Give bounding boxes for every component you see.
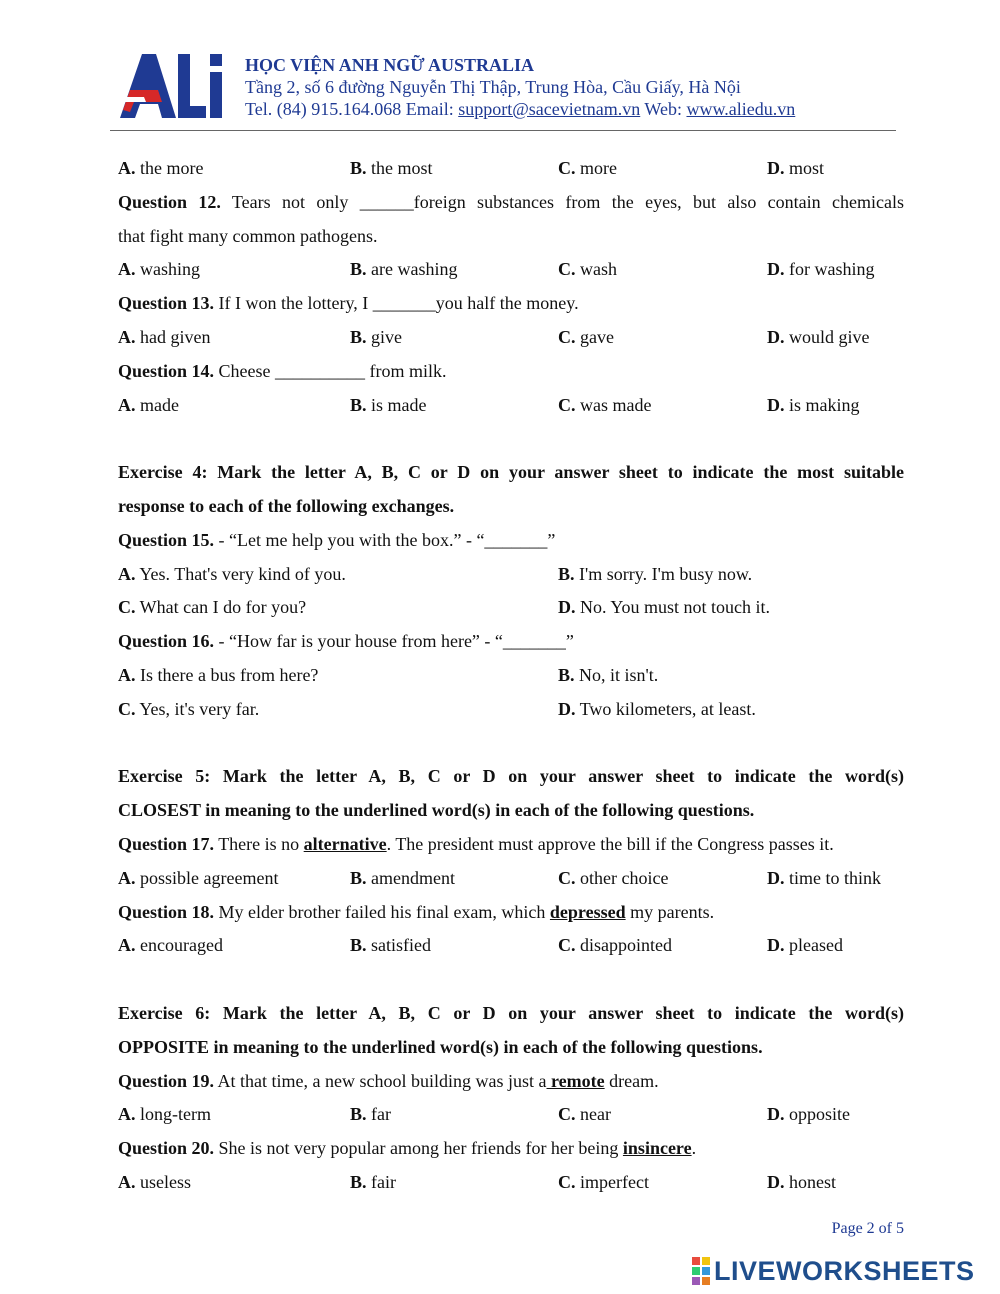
q16-options-row1: [118, 659, 904, 693]
q20-options: [118, 1166, 904, 1200]
option-b[interactable]: B. No, it isn't.: [558, 664, 659, 685]
option-a[interactable]: A. had given: [118, 326, 211, 347]
institute-address: Tầng 2, số 6 đường Nguyễn Thị Thập, Trung Hòa, Cầu Giấy, Hà Nội: [245, 77, 741, 97]
option-d[interactable]: D. Two kilometers, at least.: [558, 698, 756, 719]
q15-options-row1: [118, 558, 904, 592]
option-a[interactable]: A. long-term: [118, 1104, 211, 1125]
liveworksheets-text: LIVEWORKSHEETS: [714, 1255, 975, 1286]
q13-stem: Question 13. If I won the lottery, I _______you half the money.: [118, 293, 579, 314]
option-d[interactable]: D. is making: [767, 394, 860, 415]
option-b[interactable]: B. far: [350, 1104, 391, 1125]
option-c[interactable]: C. other choice: [558, 867, 669, 888]
option-d[interactable]: D. most: [767, 158, 825, 178]
q18-stem: Question 18. My elder brother failed his final exam, which depressed my parents.: [118, 901, 715, 922]
q16-stem: Question 16. - “How far is your house from here” - “_______”: [118, 631, 574, 652]
liveworksheets-watermark: [692, 1256, 975, 1286]
q12-stem: Question 12. Tears not only ______foreign substances from the eyes, but also contain chemicals: [118, 191, 904, 212]
option-b[interactable]: B. is made: [350, 394, 427, 415]
option-c[interactable]: C. more: [558, 158, 617, 178]
option-c[interactable]: C. Yes, it's very far.: [118, 698, 260, 719]
option-a[interactable]: A. Yes. That's very kind of you.: [118, 563, 346, 584]
option-a[interactable]: A. the more: [118, 158, 204, 178]
ali-logo: [118, 50, 230, 122]
q20-stem: Question 20. She is not very popular among her friends for her being insincere.: [118, 1138, 697, 1159]
q12-stem-cont: that fight many common pathogens.: [118, 225, 378, 246]
option-c[interactable]: C. gave: [558, 326, 614, 347]
q13-options: [118, 321, 904, 355]
page-number: Page 2 of 5: [831, 1220, 904, 1237]
option-c[interactable]: C. was made: [558, 394, 652, 415]
icon-square: [692, 1277, 700, 1285]
option-b[interactable]: B. give: [350, 326, 403, 347]
q11-options: [118, 152, 904, 186]
web-link[interactable]: www.aliedu.vn: [686, 99, 796, 119]
exercise-6-heading-cont: OPPOSITE in meaning to the underlined word(s) in each of the following questions.: [118, 1036, 763, 1057]
icon-square: [702, 1277, 710, 1285]
q15-options-row2: [118, 591, 904, 625]
icon-square: [692, 1267, 700, 1275]
option-b[interactable]: B. amendment: [350, 867, 455, 888]
option-b[interactable]: B. satisfied: [350, 935, 432, 956]
option-b[interactable]: B. fair: [350, 1171, 396, 1192]
q15-stem: Question 15. - “Let me help you with the box.” - “_______”: [118, 529, 556, 550]
q17-stem: Question 17. There is no alternative. The president must approve the bill if the Congress passes it.: [118, 833, 834, 854]
q19-options: [118, 1098, 904, 1132]
institute-name: HỌC VIỆN ANH NGỮ AUSTRALIA: [245, 55, 535, 75]
icon-square: [702, 1267, 710, 1275]
option-a[interactable]: A. Is there a bus from here?: [118, 664, 319, 685]
exercise-5-heading: Exercise 5: Mark the letter A, B, C or D on your answer sheet to indicate the word(s): [118, 766, 904, 787]
option-a[interactable]: A. encouraged: [118, 935, 223, 956]
option-a[interactable]: A. possible agreement: [118, 867, 279, 888]
option-d[interactable]: D. opposite: [767, 1104, 850, 1125]
liveworksheets-icon: [692, 1257, 710, 1285]
option-d[interactable]: D. time to think: [767, 867, 881, 888]
q12-options: [118, 253, 904, 287]
option-b[interactable]: B. I'm sorry. I'm busy now.: [558, 563, 753, 584]
worksheet-content: [118, 152, 904, 1200]
option-d[interactable]: D. for washing: [767, 259, 875, 280]
option-b[interactable]: B. the most: [350, 158, 433, 178]
q19-stem: Question 19. At that time, a new school building was just a remote dream.: [118, 1070, 659, 1091]
option-c[interactable]: C. wash: [558, 259, 617, 280]
icon-square: [702, 1257, 710, 1265]
option-d[interactable]: D. pleased: [767, 935, 843, 956]
underlined-word: remote: [546, 1070, 605, 1091]
exercise-6-heading: Exercise 6: Mark the letter A, B, C or D on your answer sheet to indicate the word(s): [118, 1002, 904, 1023]
option-c[interactable]: C. near: [558, 1104, 611, 1125]
option-a[interactable]: A. made: [118, 394, 179, 415]
q17-options: [118, 862, 904, 896]
option-c[interactable]: C. disappointed: [558, 935, 672, 956]
exercise-5-heading-cont: CLOSEST in meaning to the underlined word(s) in each of the following questions.: [118, 800, 755, 821]
option-d[interactable]: D. would give: [767, 326, 870, 347]
email-link[interactable]: support@sacevietnam.vn: [458, 99, 641, 119]
option-c[interactable]: C. imperfect: [558, 1171, 649, 1192]
option-a[interactable]: A. washing: [118, 259, 200, 280]
option-a[interactable]: A. useless: [118, 1171, 191, 1192]
underlined-word: depressed: [549, 901, 626, 922]
option-d[interactable]: D. No. You must not touch it.: [558, 597, 771, 618]
q14-options: [118, 389, 904, 423]
option-d[interactable]: D. honest: [767, 1171, 836, 1192]
exercise-4-heading-cont: response to each of the following exchanges.: [118, 495, 455, 516]
q14-stem: Question 14. Cheese __________ from milk.: [118, 360, 447, 381]
underlined-word: insincere: [622, 1138, 692, 1159]
q16-options-row2: [118, 693, 904, 727]
exercise-4-heading: Exercise 4: Mark the letter A, B, C or D on your answer sheet to indicate the most suitable: [118, 462, 904, 483]
option-c[interactable]: C. What can I do for you?: [118, 597, 307, 618]
option-b[interactable]: B. are washing: [350, 259, 458, 280]
contact-line: Tel. (84) 915.164.068 Email: support@sacevietnam.vn Web: www.aliedu.vn: [245, 99, 796, 119]
icon-square: [692, 1257, 700, 1265]
q18-options: [118, 929, 904, 963]
page-header: [110, 44, 896, 131]
header-text: [245, 54, 795, 120]
underlined-word: alternative: [303, 833, 387, 854]
